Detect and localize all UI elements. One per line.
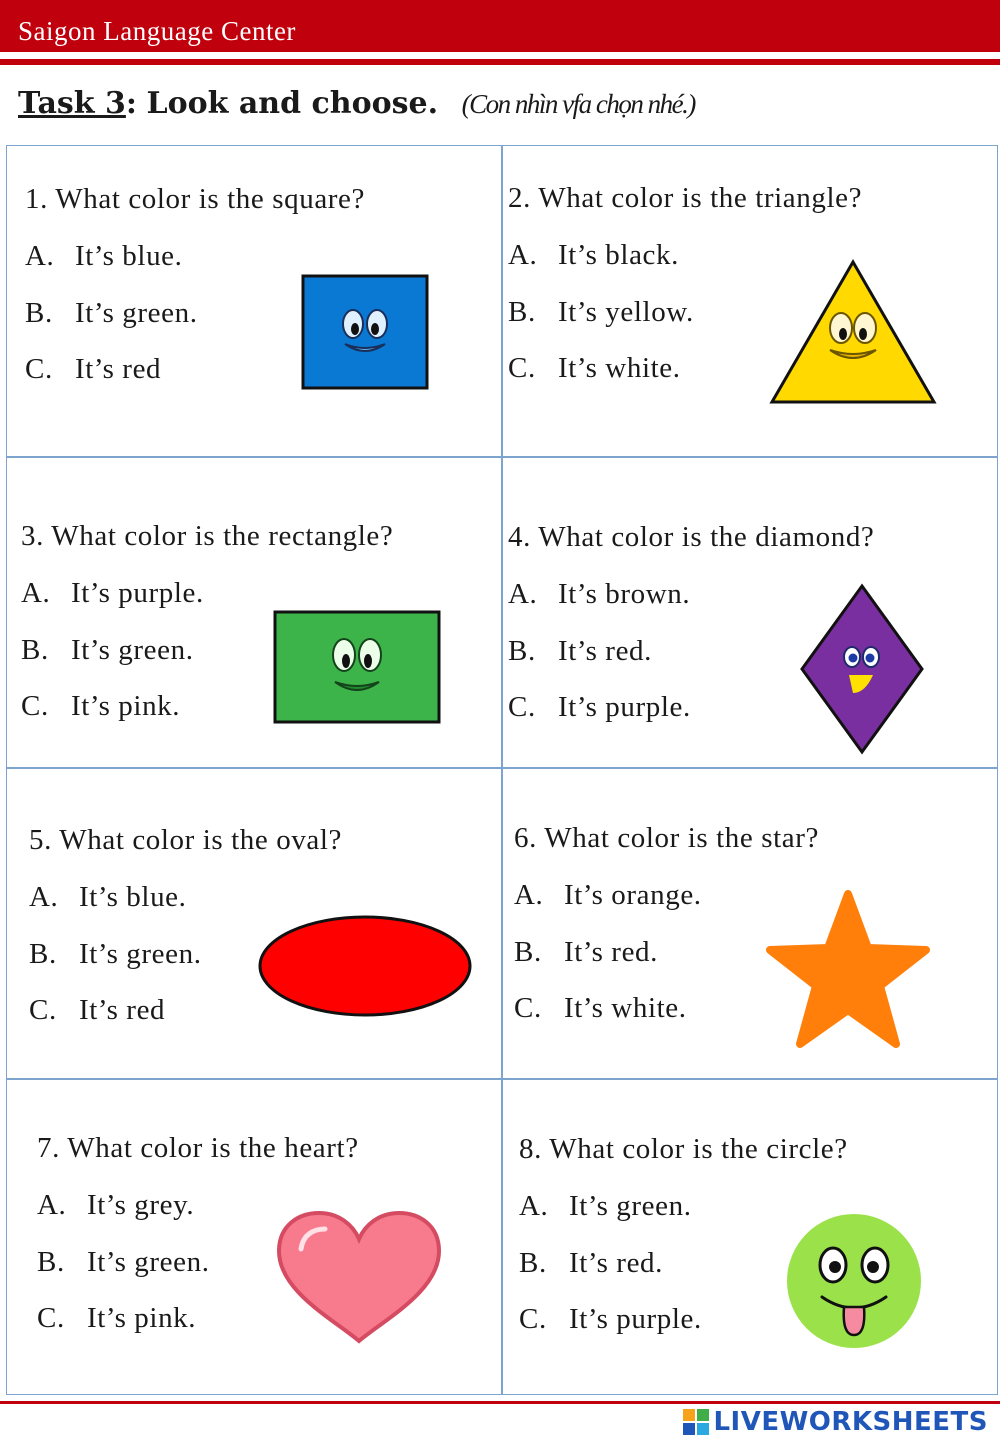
option-letter: A. <box>508 239 538 271</box>
question-card-6 <box>501 767 998 1080</box>
option-b[interactable] <box>25 297 198 330</box>
option-a[interactable] <box>508 578 690 611</box>
option-letter: C. <box>508 352 536 384</box>
option-text: It’s green. <box>75 297 198 329</box>
option-text: It’s purple. <box>569 1303 702 1335</box>
option-letter: A. <box>37 1189 67 1221</box>
option-letter: B. <box>508 296 536 328</box>
option-letter: C. <box>21 690 49 722</box>
question-text: 5. What color is the oval? <box>29 824 343 856</box>
option-text: It’s pink. <box>87 1302 197 1334</box>
option-text: It’s red <box>79 994 166 1026</box>
option-text: It’s green. <box>79 938 202 970</box>
triangle-shape <box>772 262 934 402</box>
option-a[interactable] <box>508 239 679 272</box>
option-letter: A. <box>21 577 51 609</box>
option-letter: B. <box>37 1246 65 1278</box>
square-shape-image <box>301 274 429 390</box>
option-a[interactable] <box>25 240 183 273</box>
header-title: Saigon Language Center <box>18 16 296 46</box>
brand-logo[interactable] <box>683 1404 988 1440</box>
option-text: It’s red <box>75 353 162 385</box>
option-letter: C. <box>37 1302 65 1334</box>
task-heading <box>18 86 695 121</box>
question-text: 3. What color is the rectangle? <box>21 520 394 552</box>
option-text: It’s brown. <box>558 578 691 610</box>
question-text: 1. What color is the square? <box>25 183 365 215</box>
question-grid <box>6 145 998 1395</box>
circle-shape-image <box>786 1213 922 1349</box>
option-a[interactable] <box>21 577 204 610</box>
task-title: Look and choose. <box>146 86 439 121</box>
question-card-8 <box>501 1078 998 1395</box>
option-text: It’s purple. <box>71 577 204 609</box>
liveworksheets-icon <box>683 1409 709 1435</box>
triangle-shape-image <box>768 258 938 406</box>
option-c[interactable] <box>37 1302 196 1335</box>
option-c[interactable] <box>29 994 165 1027</box>
option-text: It’s blue. <box>75 240 183 272</box>
diamond-shape <box>802 586 922 752</box>
option-b[interactable] <box>37 1246 210 1279</box>
option-a[interactable] <box>514 879 702 912</box>
question-card-2 <box>501 145 998 458</box>
brand-name: LIVEWORKSHEETS <box>713 1407 988 1437</box>
option-letter: A. <box>508 578 538 610</box>
option-b[interactable] <box>29 938 202 971</box>
task-label: Task 3 <box>18 86 126 121</box>
option-text: It’s black. <box>558 239 679 271</box>
option-c[interactable] <box>25 353 161 386</box>
option-text: It’s blue. <box>79 881 187 913</box>
option-text: It’s yellow. <box>558 296 694 328</box>
question-card-7 <box>6 1078 503 1395</box>
square-shape <box>303 276 427 388</box>
option-b[interactable] <box>519 1247 663 1280</box>
heart-shape <box>279 1213 439 1341</box>
option-c[interactable] <box>21 690 180 723</box>
option-letter: B. <box>21 634 49 666</box>
option-text: It’s green. <box>87 1246 210 1278</box>
oval-shape-image <box>257 914 473 1018</box>
option-c[interactable] <box>514 992 687 1025</box>
option-b[interactable] <box>508 635 652 668</box>
option-a[interactable] <box>29 881 187 914</box>
rectangle-shape <box>275 612 439 722</box>
option-letter: B. <box>514 936 542 968</box>
star-shape-image <box>766 890 930 1050</box>
option-text: It’s green. <box>71 634 194 666</box>
question-text: 4. What color is the diamond? <box>508 521 875 553</box>
option-letter: C. <box>508 691 536 723</box>
option-letter: C. <box>519 1303 547 1335</box>
option-letter: C. <box>25 353 53 385</box>
option-b[interactable] <box>514 936 658 969</box>
question-card-5 <box>6 767 503 1080</box>
option-letter: C. <box>514 992 542 1024</box>
option-a[interactable] <box>37 1189 194 1222</box>
option-c[interactable] <box>519 1303 702 1336</box>
option-b[interactable] <box>21 634 194 667</box>
question-text: 6. What color is the star? <box>514 822 819 854</box>
diamond-shape-image <box>799 583 925 755</box>
option-text: It’s grey. <box>87 1189 195 1221</box>
option-c[interactable] <box>508 691 691 724</box>
option-text: It’s red. <box>558 635 652 667</box>
option-b[interactable] <box>508 296 694 329</box>
option-letter: B. <box>25 297 53 329</box>
oval-shape <box>260 917 470 1015</box>
option-text: It’s red. <box>569 1247 663 1279</box>
option-letter: B. <box>29 938 57 970</box>
option-letter: A. <box>29 881 59 913</box>
option-text: It’s white. <box>558 352 681 384</box>
option-letter: B. <box>508 635 536 667</box>
option-letter: A. <box>519 1190 549 1222</box>
option-a[interactable] <box>519 1190 692 1223</box>
task-note: (Con nhìn vfa chọn nhé.) <box>461 89 695 119</box>
heart-shape-image <box>273 1209 445 1345</box>
option-letter: B. <box>519 1247 547 1279</box>
option-text: It’s orange. <box>564 879 702 911</box>
option-letter: A. <box>514 879 544 911</box>
question-text: 2. What color is the triangle? <box>508 182 863 214</box>
option-text: It’s pink. <box>71 690 181 722</box>
rectangle-shape-image <box>273 610 441 724</box>
question-card-1 <box>6 145 503 458</box>
task-colon: : <box>125 86 137 121</box>
option-text: It’s red. <box>564 936 658 968</box>
option-text: It’s purple. <box>558 691 691 723</box>
option-letter: C. <box>29 994 57 1026</box>
option-c[interactable] <box>508 352 681 385</box>
option-letter: A. <box>25 240 55 272</box>
option-text: It’s white. <box>564 992 687 1024</box>
question-card-4 <box>501 456 998 769</box>
star-shape <box>770 894 926 1044</box>
question-text: 8. What color is the circle? <box>519 1133 848 1165</box>
option-text: It’s green. <box>569 1190 692 1222</box>
question-card-3 <box>6 456 503 769</box>
question-text: 7. What color is the heart? <box>37 1132 359 1164</box>
header-divider <box>0 59 1000 65</box>
